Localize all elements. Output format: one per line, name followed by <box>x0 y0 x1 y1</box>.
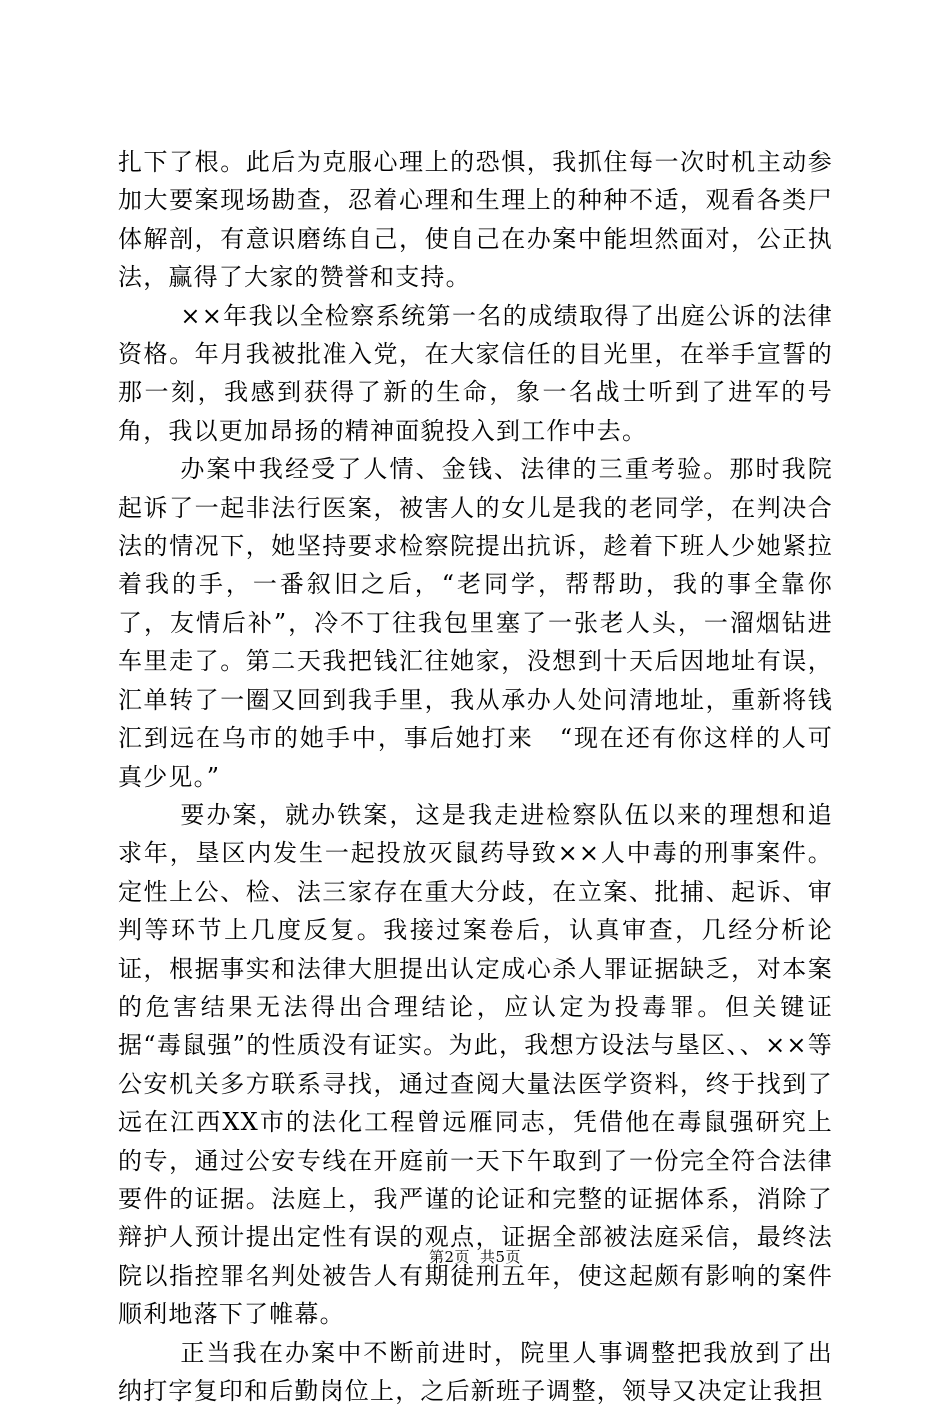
page-number: 第2页 <box>428 1248 470 1266</box>
document-body <box>118 143 833 1410</box>
paragraph-2: ××年我以全检察系统第一名的成绩取得了出庭公诉的法律资格。年月我被批准入党，在大家信任的目光里，在举手宣誓的那一刻，我感到获得了新的生命，象一名战士听到了进军的号角，我以更加昂扬的精神面貌投入到工作中去。 <box>118 301 833 445</box>
paragraph-4: 要办案，就办铁案，这是我走进检察队伍以来的理想和追求年，垦区内发生一起投放灭鼠药导致××人中毒的刑事案件。定性上公、检、法三家存在重大分歧，在立案、批捕、起诉、审判等环节上几度反复。我接过案卷后，认真审查，几经分析论证，根据事实和法律大胆提出认定成心杀人罪证据缺乏，对本案的危害结果无法得出合理结论，应认定为投毒罪。但关键证据“毒鼠强”的性质没有证实。为此，我想方设法与垦区、、××等公安机关多方联系寻找，通过查阅大量法医学资料，终于找到了远在江西XX市的法化工程曾远雁同志，凭借他在毒鼠强研究上的专，通过公安专线在开庭前一天下午取到了一份完全符合法律要件的证据。法庭上，我严谨的论证和完整的证据体系，消除了辩护人预计提出定性有误的观点，证据全部被法庭采信，最终法院以指控罪名判处被告人有期徒刑五年，使这起颇有影响的案件顺利地落下了帷幕。 <box>118 800 833 1329</box>
paragraph-3: 办案中我经受了人情、金钱、法律的三重考验。那时我院起诉了一起非法行医案，被害人的女儿是我的老同学，在判决合法的情况下，她坚持要求检察院提出抗诉，趁着下班人少她紧拉着我的手，一番叙旧之后，“老同学，帮帮助，我的事全靠你了，友情后补”，冷不丁往我包里塞了一张老人头，一溜烟钻进车里走了。第二天我把钱汇往她家，没想到十天后因地址有误，汇单转了一圈又回到我手里，我从承办人处问清地址，重新将钱汇到远在乌市的她手中，事后她打来 “现在还有你这样的人可真少见。” <box>118 455 833 791</box>
paragraph-5: 正当我在办案中不断前进时，院里人事调整把我放到了出纳打字复印和后勤岗位上，之后新班子调整，领导又决定让我担 <box>118 1338 833 1405</box>
paragraph-1: 扎下了根。此后为克服心理上的恐惧，我抓住每一次时机主动参加大要案现场勘查，忍着心理和生理上的种种不适，观看各类尸体解剖，有意识磨练自己，使自己在办案中能坦然面对，公正执法，赢得了大家的赞誉和支持。 <box>118 148 833 292</box>
page-footer <box>0 1246 950 1267</box>
page-total: 共5页 <box>480 1248 522 1266</box>
